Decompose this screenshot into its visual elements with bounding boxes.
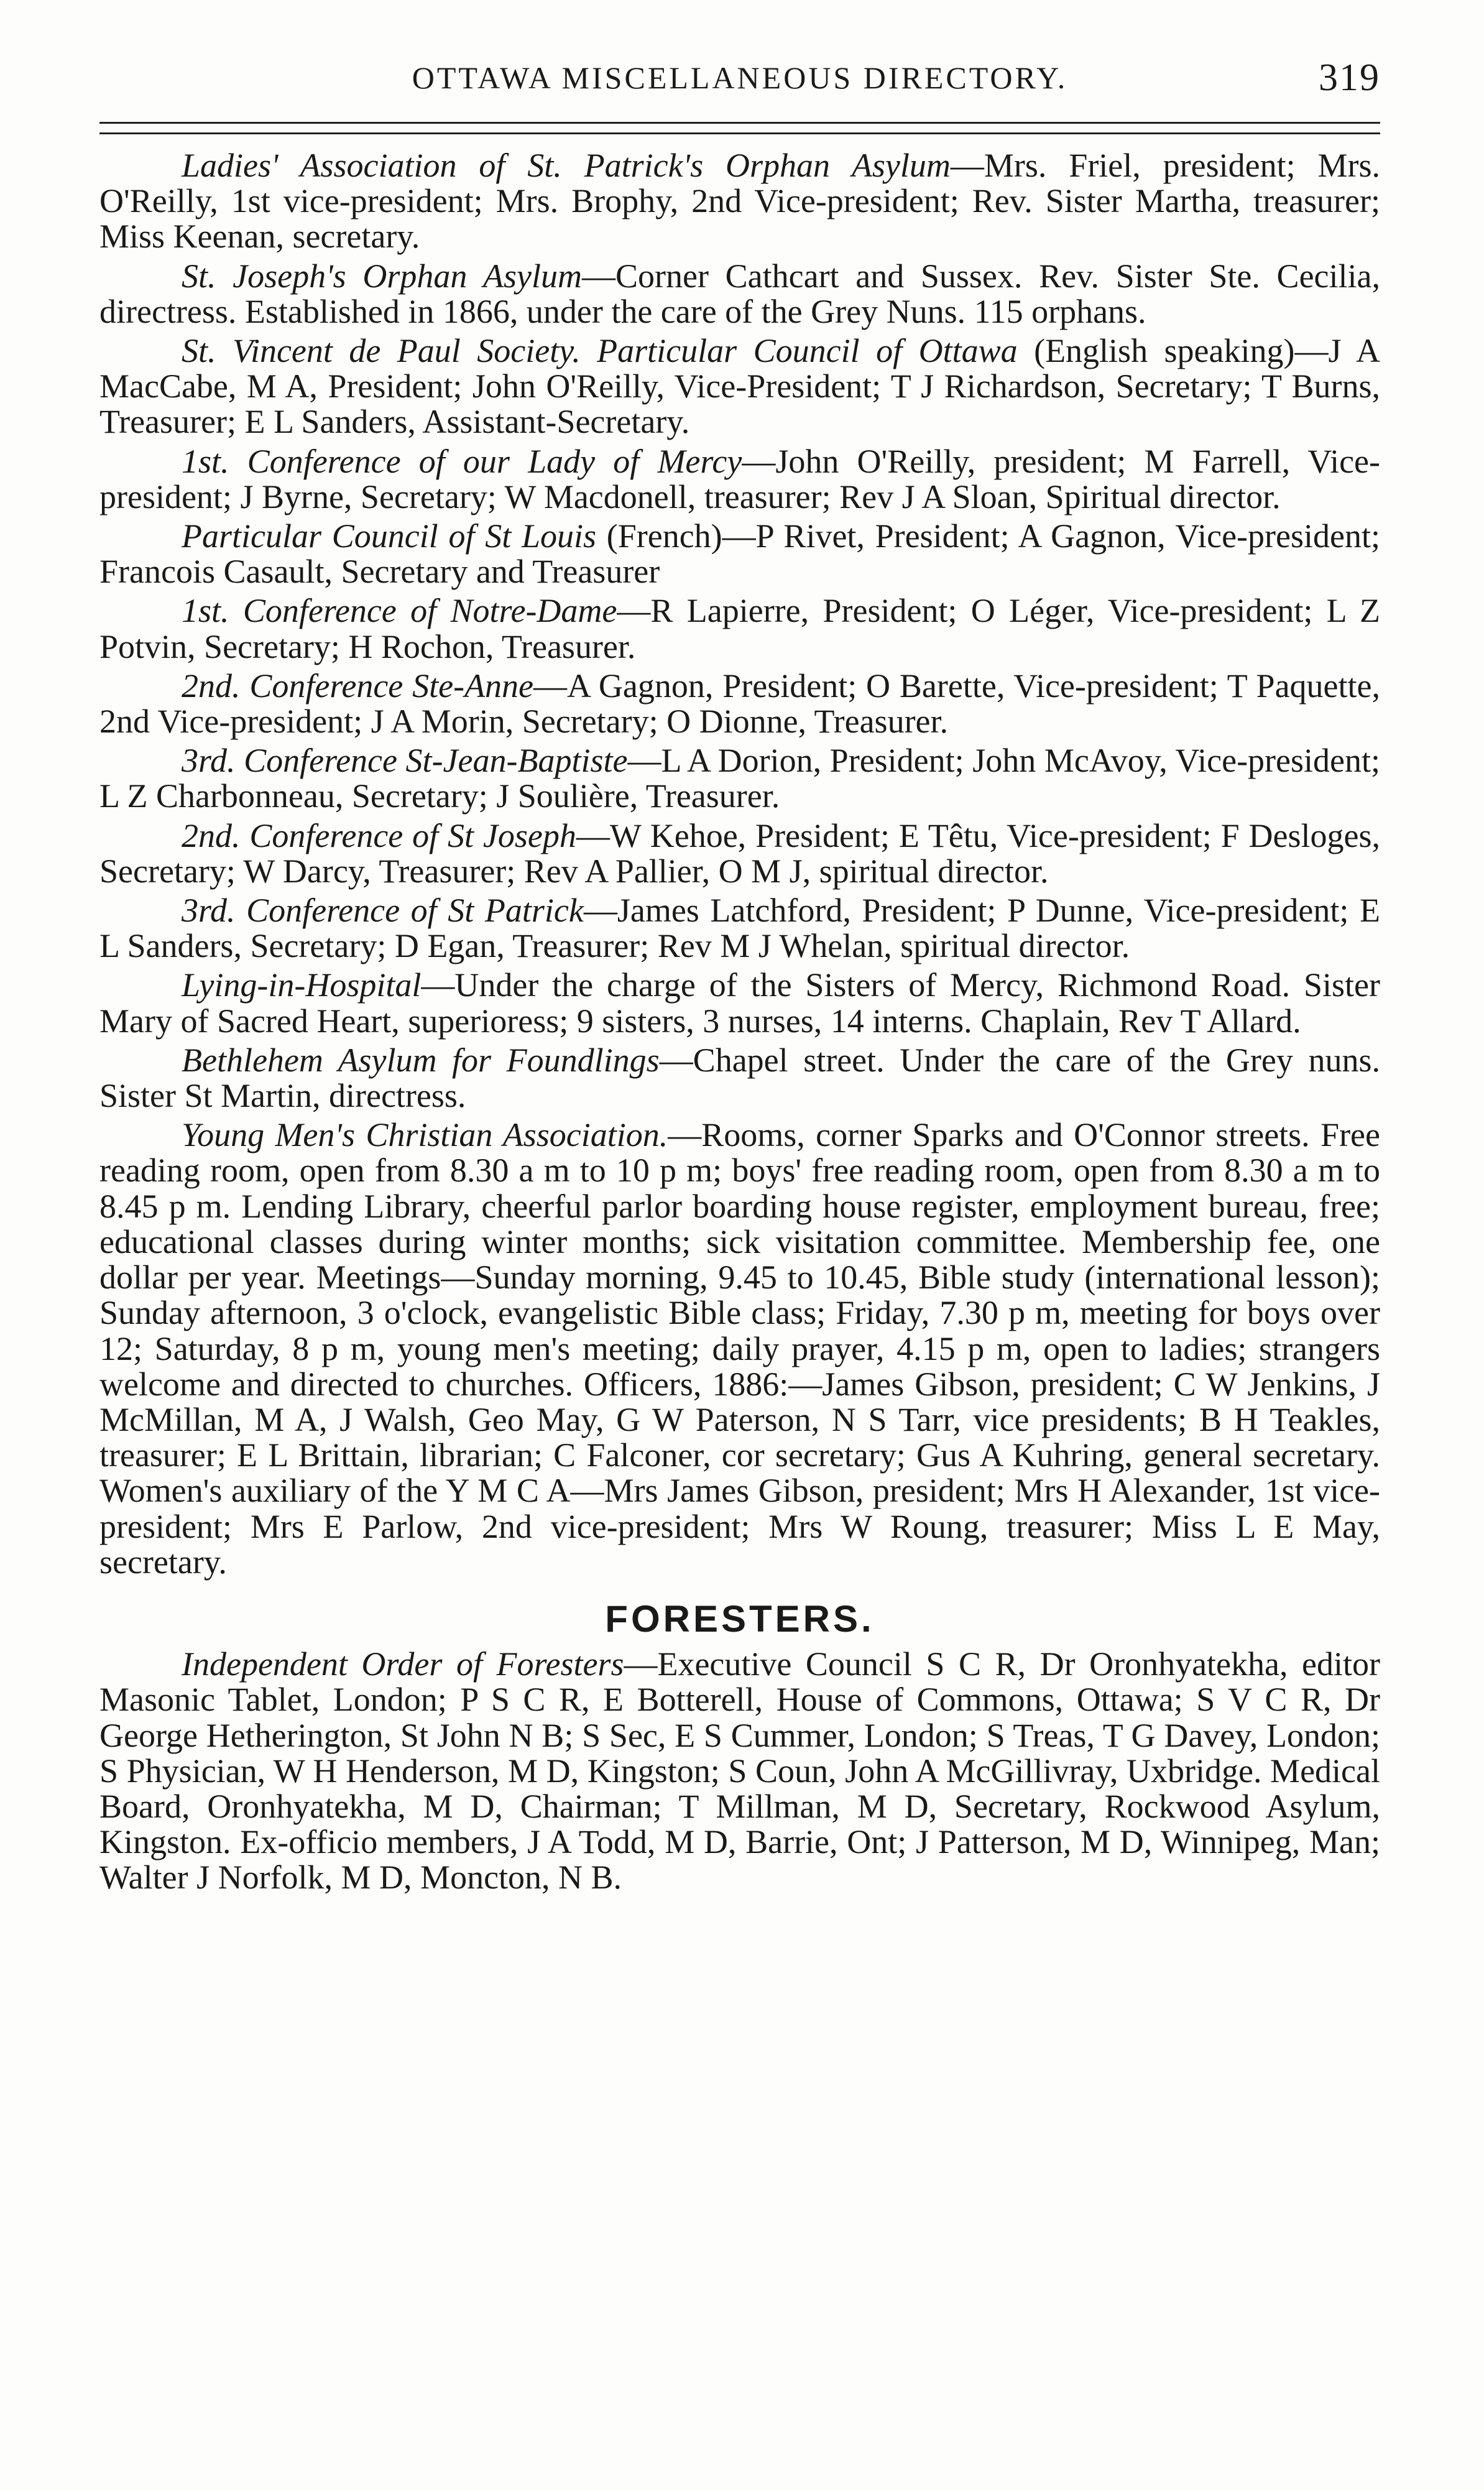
entry-text: —R Lapierre, President; O Léger, Vice-president; L Z Potvin, Secretary; H Rochon, Treasurer.: [99, 592, 1380, 665]
entry-conference-lady-of-mercy: [99, 444, 1380, 515]
entry-text: —L A Dorion, President; John McAvoy, Vice-president; L Z Charbonneau, Secretary; J Soulière, Treasurer.: [99, 742, 1380, 815]
entry-conference-st-patrick: [99, 893, 1380, 964]
entry-title: 2nd. Conference of St Joseph: [182, 816, 576, 854]
page-body: [99, 148, 1380, 1900]
entry-title: Bethlehem Asylum for Foundlings: [182, 1041, 660, 1079]
entry-st-vincent-de-paul: [99, 333, 1380, 440]
entry-lying-in-hospital: [99, 968, 1380, 1038]
entry-text: —W Kehoe, President; E Têtu, Vice-president; F Desloges, Secretary; W Darcy, Treasurer; Rev A Pallier, O M J, spiritual director.: [99, 816, 1380, 890]
entry-text: (English speaking)—J A MacCabe, M A, President; John O'Reilly, Vice-President; T J Richardson, Secretary; T Burns, Treasurer; E L Sanders, Assistant-Secretary.: [99, 332, 1380, 441]
entry-text: —Chapel street. Under the care of the Grey nuns. Sister St Martin, directress.: [99, 1041, 1380, 1115]
entry-title: 3rd. Conference of St Patrick: [182, 892, 584, 930]
entry-conference-notre-dame: [99, 593, 1380, 664]
entry-text: —Under the charge of the Sisters of Mercy, Richmond Road. Sister Mary of Sacred Heart, superioress; 9 sisters, 3 nurses, 14 interns. Chaplain, Rev T Allard.: [99, 966, 1380, 1040]
entry-text: —John O'Reilly, president; M Farrell, Vice-president; J Byrne, Secretary; W Macdonell, treasurer; Rev J A Sloan, Spiritual director.: [99, 442, 1380, 515]
entry-text: —Mrs. Friel, president; Mrs. O'Reilly, 1st vice-president; Mrs. Brophy, 2nd Vice-president; Rev. Sister Martha, treasurer; Miss Keenan, secretary.: [99, 147, 1380, 256]
running-title: OTTAWA MISCELLANEOUS DIRECTORY.: [412, 60, 1068, 95]
entry-title: St. Joseph's Orphan Asylum: [182, 257, 583, 295]
entry-st-josephs-orphan-asylum: [99, 259, 1380, 330]
entry-title: Ladies' Association of St. Patrick's Orphan Asylum: [182, 147, 951, 184]
entry-conference-ste-anne: [99, 668, 1380, 739]
section-heading-foresters: FORESTERS.: [605, 1597, 875, 1640]
header-rule: [99, 122, 1380, 134]
entry-conference-st-jean-baptiste: [99, 743, 1380, 814]
entry-council-st-louis: [99, 519, 1380, 589]
entry-independent-order-of-foresters: [99, 1647, 1380, 1895]
entry-text: —James Latchford, President; P Dunne, Vice-president; E L Sanders, Secretary; D Egan, Treasurer; Rev M J Whelan, spiritual director.: [99, 892, 1380, 965]
entry-bethlehem-asylum: [99, 1043, 1380, 1114]
entry-text: —Executive Council S C R, Dr Oronhyatekha, editor Masonic Tablet, London; P S C R, E Botterell, House of Commons, Ottawa; S V C R, Dr George Hetherington, St John N B; S Sec, E S Cummer, London; S Treas, T G Davey, London; S Physician, W H Henderson, M D, Kingston; S Coun, John A McGillivray, Uxbridge. Medical Board, Oronhyatekha, M D, Chairman; T Millman, M D, Secretary, Rockwood Asylum, Kingston. Ex-officio members, J A Todd, M D, Barrie, Ont; J Patterson, M D, Winnipeg, Man; Walter J Norfolk, M D, Moncton, N B.: [99, 1645, 1380, 1897]
entry-conference-st-joseph: [99, 818, 1380, 889]
entry-text: —Corner Cathcart and Sussex. Rev. Sister Ste. Cecilia, directress. Established in 1866, under the care of the Grey Nuns. 115 orphans.: [99, 257, 1380, 330]
entry-title: Particular Council of St Louis: [182, 517, 596, 555]
running-header: [99, 57, 1380, 116]
entry-title: Independent Order of Foresters: [182, 1645, 624, 1683]
entry-text: (French)—P Rivet, President; A Gagnon, Vice-president; Francois Casault, Secretary and Treasurer: [99, 517, 1380, 591]
page-number: 319: [1319, 57, 1380, 99]
entry-ymca: [99, 1117, 1380, 1580]
entry-title: 2nd. Conference Ste-Anne: [182, 667, 534, 705]
entry-title: 3rd. Conference St-Jean-Baptiste: [182, 742, 628, 780]
entry-title: 1st. Conference of our Lady of Mercy: [182, 442, 742, 480]
entry-title: Lying-in-Hospital: [182, 966, 422, 1004]
entry-ladies-association: [99, 148, 1380, 255]
entry-title: St. Vincent de Paul Society. Particular Council of Ottawa: [182, 332, 1018, 370]
entry-title: 1st. Conference of Notre-Dame: [182, 592, 617, 630]
entry-title: Young Men's Christian Association.: [182, 1116, 668, 1154]
entry-text: —Rooms, corner Sparks and O'Connor streets. Free reading room, open from 8.30 a m to 10 p m; boys' free reading room, open from 8.30 a m to 8.45 p m. Lending Library, cheerful parlor boarding house register, employment bureau, free; educational classes during winter months; sick visitation committee. Membership fee, one dollar per year. Meetings—Sunday morning, 9.45 to 10.45, Bible study (international lesson); Sunday afternoon, 3 o'clock, evangelistic Bible class; Friday, 7.30 p m, meeting for boys over 12; Saturday, 8 p m, young men's meeting; daily prayer, 4.15 p m, open to ladies; strangers welcome and directed to churches. Officers, 1886:—James Gibson, president; C W Jenkins, J McMillan, M A, J Walsh, Geo May, G W Paterson, N S Tarr, vice presidents; B H Teakles, treasurer; E L Brittain, librarian; C Falconer, cor secretary; Gus A Kuhring, general secretary. Women's auxiliary of the Y M C A—Mrs James Gibson, president; Mrs H Alexander, 1st vice-president; Mrs E Parlow, 2nd vice-president; Mrs W Roung, treasurer; Miss L E May, secretary.: [99, 1116, 1380, 1581]
entry-text: —A Gagnon, President; O Barette, Vice-president; T Paquette, 2nd Vice-president; J A Morin, Secretary; O Dionne, Treasurer.: [99, 667, 1381, 741]
